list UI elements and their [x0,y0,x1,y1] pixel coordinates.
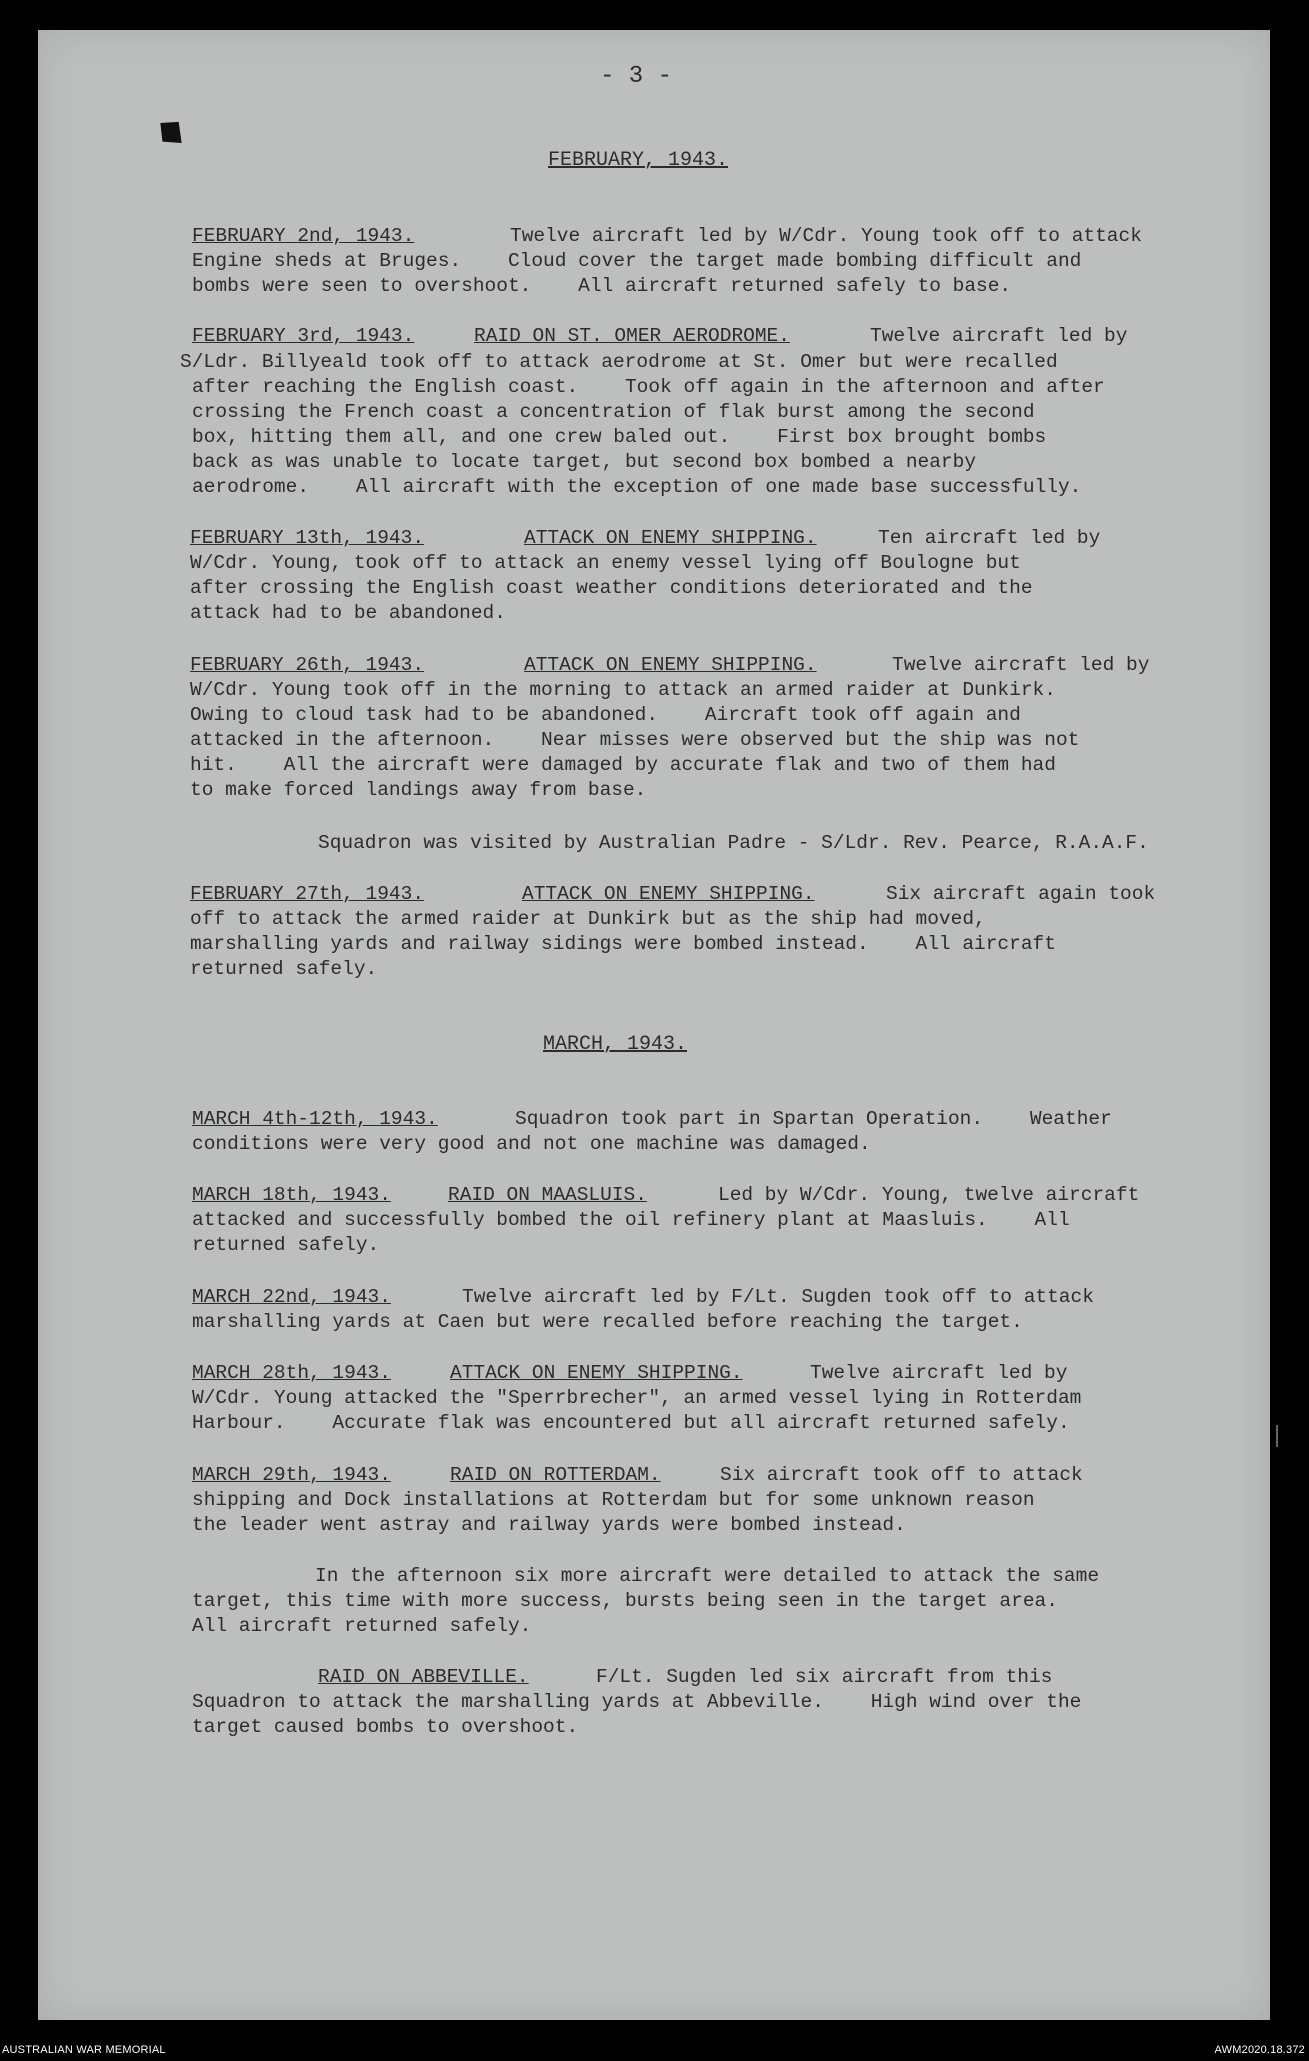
entry-text: Twelve aircraft led by [870,325,1128,347]
entry-date: FEBRUARY 26th, 1943. [190,654,425,676]
entry-text: Twelve aircraft led by F/Lt. Sugden took off to attack [462,1286,1094,1308]
entry-text: In the afternoon six more aircraft were detailed to attack the same [315,1565,1100,1587]
entry-text: box, hitting them all, and one crew baled out. First box brought bombs [192,426,1047,448]
entry-date: MARCH 28th, 1943. [192,1362,391,1384]
entry-text: Harbour. Accurate flak was encountered but all aircraft returned safely. [192,1412,1070,1434]
entry-text: F/Lt. Sugden led six aircraft from this [596,1666,1053,1688]
entry-date: FEBRUARY 2nd, 1943. [192,225,415,247]
entry-heading: RAID ON MAASLUIS. [448,1184,647,1206]
entry-text: Twelve aircraft led by [810,1362,1068,1384]
entry-text: returned safely. [190,958,378,980]
entry-text: conditions were very good and not one machine was damaged. [192,1133,871,1155]
squadron-note: Squadron was visited by Australian Padre - S/Ldr. Rev. Pearce, R.A.A.F. [318,832,1149,854]
entry-heading: ATTACK ON ENEMY SHIPPING. [522,883,815,905]
entry-text: All aircraft returned safely. [192,1615,532,1637]
entry-text: shipping and Dock installations at Rotterdam but for some unknown reason [192,1489,1035,1511]
entry-date: FEBRUARY 3rd, 1943. [192,325,415,347]
entry-text: Twelve aircraft led by W/Cdr. Young took off to attack [510,225,1142,247]
entry-heading: RAID ON ABBEVILLE. [318,1666,529,1688]
entry-text: off to attack the armed raider at Dunkirk but as the ship had moved, [190,908,986,930]
entry-date: FEBRUARY 27th, 1943. [190,883,425,905]
section-title-march: MARCH, 1943. [543,1033,688,1056]
entry-text: Owing to cloud task had to be abandoned. Aircraft took off again and [190,704,1021,726]
entry-heading: RAID ON ROTTERDAM. [450,1464,661,1486]
entry-date: MARCH 22nd, 1943. [192,1286,391,1308]
entry-text: S/Ldr. Billyeald took off to attack aerodrome at St. Omer but were recalled [180,351,1058,373]
entry-text: attacked and successfully bombed the oil refinery plant at Maasluis. All [192,1209,1070,1231]
entry-text: W/Cdr. Young took off in the morning to attack an armed raider at Dunkirk. [190,679,1056,701]
entry-text: target caused bombs to overshoot. [192,1716,579,1738]
entry-text: marshalling yards at Caen but were recalled before reaching the target. [192,1311,1023,1333]
entry-text: attacked in the afternoon. Near misses were observed but the ship was not [190,729,1080,751]
entry-text: after crossing the English coast weather conditions deteriorated and the [190,577,1033,599]
entry-text: Led by W/Cdr. Young, twelve aircraft [718,1184,1140,1206]
entry-text: returned safely. [192,1234,380,1256]
entry-text: marshalling yards and railway sidings were bombed instead. All aircraft [190,933,1056,955]
page-number: - 3 - [600,63,673,90]
entry-heading: ATTACK ON ENEMY SHIPPING. [524,527,817,549]
entry-text: attack had to be abandoned. [190,602,506,624]
entry-text: the leader went astray and railway yards were bombed instead. [192,1514,906,1536]
entry-text: Six aircraft again took [886,883,1156,905]
entry-text: crossing the French coast a concentration of flak burst among the second [192,401,1035,423]
footer-right: AWM2020.18.372 [1214,2044,1305,2056]
entry-text: back as was unable to locate target, but second box bombed a nearby [192,451,977,473]
entry-heading: ATTACK ON ENEMY SHIPPING. [524,654,817,676]
entry-text: Six aircraft took off to attack [720,1464,1083,1486]
entry-text: Engine sheds at Bruges. Cloud cover the target made bombing difficult and [192,250,1082,272]
entry-date: FEBRUARY 13th, 1943. [190,527,425,549]
entry-text: W/Cdr. Young, took off to attack an enemy vessel lying off Boulogne but [190,552,1021,574]
entry-heading: RAID ON ST. OMER AERODROME. [474,325,790,347]
entry-date: MARCH 4th-12th, 1943. [192,1108,438,1130]
entry-text: to make forced landings away from base. [190,779,647,801]
entry-date: MARCH 18th, 1943. [192,1184,391,1206]
entry-text: hit. All the aircraft were damaged by accurate flak and two of them had [190,754,1056,776]
entry-text: W/Cdr. Young attacked the "Sperrbrecher", an armed vessel lying in Rotterdam [192,1387,1082,1409]
entry-date: MARCH 29th, 1943. [192,1464,391,1486]
section-title-february: FEBRUARY, 1943. [548,149,729,172]
entry-text: after reaching the English coast. Took off again in the afternoon and after [192,376,1105,398]
entry-text: Squadron took part in Spartan Operation. Weather [515,1108,1112,1130]
entry-text: Squadron to attack the marshalling yards at Abbeville. High wind over the [192,1691,1082,1713]
entry-text: bombs were seen to overshoot. All aircraft returned safely to base. [192,275,1012,297]
entry-text: aerodrome. All aircraft with the exception of one made base successfully. [192,476,1082,498]
entry-text: Ten aircraft led by [878,527,1101,549]
entry-text: Twelve aircraft led by [892,654,1150,676]
edge-mark [1276,1425,1278,1447]
entry-text: target, this time with more success, bursts being seen in the target area. [192,1590,1058,1612]
entry-heading: ATTACK ON ENEMY SHIPPING. [450,1362,743,1384]
footer-left: AUSTRALIAN WAR MEMORIAL [2,2044,166,2056]
